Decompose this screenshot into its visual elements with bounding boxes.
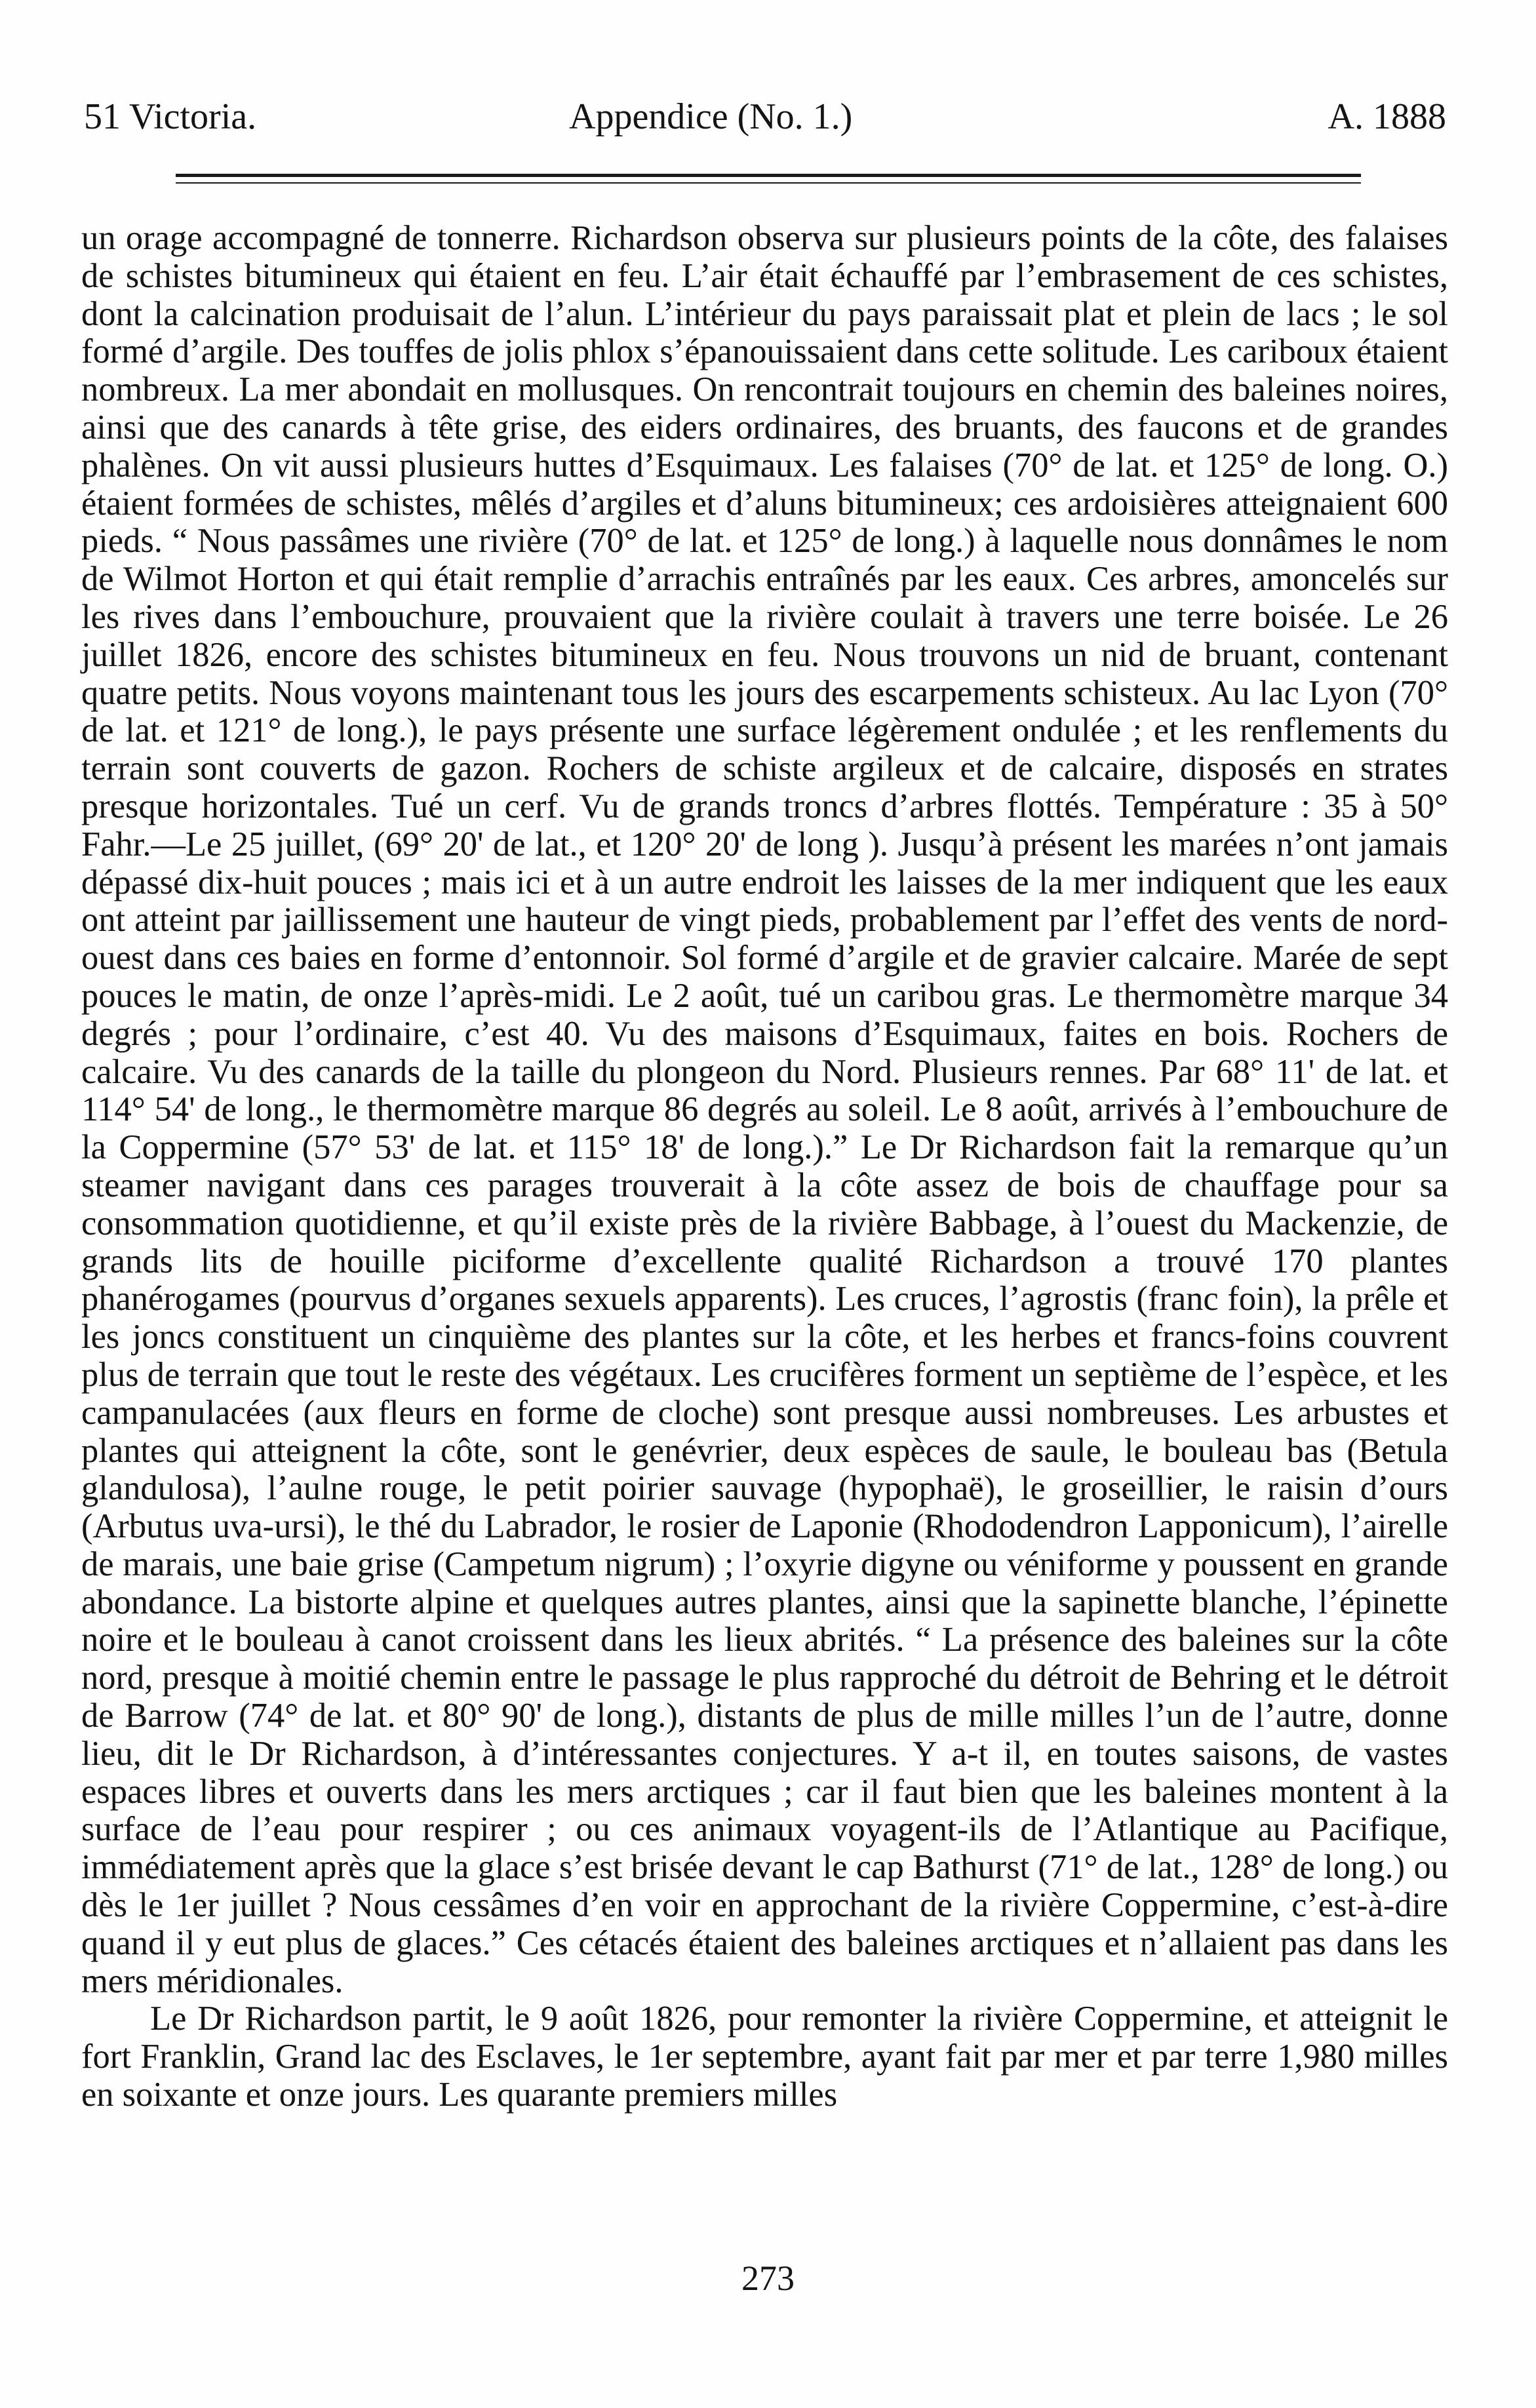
paragraph-1: un orage accompagné de tonnerre. Richardson observa sur plusieurs points de la côte, des falaises de schistes bitumineux qui étaient en feu. L’air était échauffé par l’embrasement de ces schistes, dont la calcination produisait de l’alun. L’intérieur du pays paraissait plat et plein de lacs ; le sol formé d’argile. Des touffes de jolis phlox s’épanouissaient dans cette solitude. Les cariboux étaient nombreux. La mer abondait en mollusques. On rencontrait toujours en chemin des baleines noires, ainsi que des canards à tête grise, des eiders ordinaires, des bruants, des faucons et de grandes phalènes. On vit aussi plusieurs huttes d’Esquimaux. Les falaises (70° de lat. et 125° de long. O.) étaient formées de schistes, mêlés d’argiles et d’aluns bitumineux; ces ardoisières atteignaient 600 pieds. “ Nous passâmes une rivière (70° de lat. et 125° de long.) à laquelle nous donnâmes le nom de Wilmot Horton et qui était remplie d’arrachis entraînés par les eaux. Ces arbres, amoncelés sur les rives dans l’embouchure, prouvaient que la rivière coulait à travers une terre boisée. Le 26 juillet 1826, encore des schistes bitumineux en feu. Nous trouvons un nid de bruant, contenant quatre petits. Nous voyons maintenant tous les jours des escarpements schisteux. Au lac Lyon (70° de lat. et 121° de long.), le pays présente une surface légèrement ondulée ; et les renflements du terrain sont couverts de gazon. Rochers de schiste argileux et de calcaire, disposés en strates presque horizontales. Tué un cerf. Vu de grands troncs d’arbres flottés. Température : 35 à 50° Fahr.—Le 25 juillet, (69° 20' de lat., et 120° 20' de long ). Jusqu’à présent les marées n’ont jamais dépassé dix-huit pouces ; mais ici et à un autre endroit les laisses de la mer indiquent que les eaux ont atteint par jaillissement une hauteur de vingt pieds, probablement par l’effet des vents de nord-ouest dans ces baies en forme d’entonnoir. Sol formé d’argile et de gravier calcaire. Marée de sept pouces le matin, de onze l’après-midi. Le 2 août, tué un caribou gras. Le thermomètre marque 34 degrés ; pour l’ordinaire, c’est 40. Vu des maisons d’Esquimaux, faites en bois. Rochers de calcaire. Vu des canards de la taille du plongeon du Nord. Plusieurs rennes. Par 68° 11' de lat. et 114° 54' de long., le thermomètre marque 86 degrés au soleil. Le 8 août, arrivés à l’embouchure de la Coppermine (57° 53' de lat. et 115° 18' de long.).” Le Dr Richardson fait la remarque qu’un steamer navigant dans ces parages trouverait à la côte assez de bois de chauffage pour sa consommation quotidienne, et qu’il existe près de la rivière Babbage, à l’ouest du Mackenzie, de grands lits de houille piciforme d’excellente qualité Richardson a trouvé 170 plantes phanérogames (pourvus d’organes sexuels apparents). Les cruces, l’agrostis (franc foin), la prêle et les joncs constituent un cinquième des plantes sur la côte, et les herbes et francs-foins couvrent plus de terrain que tout le reste des végétaux. Les crucifères forment un septième de l’espèce, et les campanulacées (aux fleurs en forme de cloche) sont presque aussi nombreuses. Les arbustes et plantes qui atteignent la côte, sont le genévrier, deux espèces de saule, le bouleau bas (Betula glandulosa), l’aulne rouge, le petit poirier sauvage (hypophaë), le groseillier, le raisin d’ours (Arbutus uva-ursi), le thé du Labrador, le rosier de Laponie (Rhododendron Lapponicum), l’airelle de marais, une baie grise (Campetum nigrum) ; l’oxyrie digyne ou véniforme y poussent en grande abondance. La bistorte alpine et quelques autres plantes, ainsi que la sapinette blanche, l’épinette noire et le bouleau à canot croissent dans les lieux abrités. “ La présence des baleines sur la côte nord, presque à moitié chemin entre le passage le plus rapproché du détroit de Behring et le détroit de Barrow (74° de lat. et 80° 90' de long.), distants de plus de mille milles l’un de l’autre, donne lieu, dit le Dr Richardson, à d’intéressantes conjectures. Y a-t il, en toutes saisons, de vastes espaces libres et ouverts dans les mers arctiques ; car il faut bien que les baleines montent à la surface de l’eau pour respirer ; ou ces animaux voyagent-ils de l’Atlantique au Pacifique, immédiatement après que la glace s’est brisée devant le cap Bathurst (71° de lat., 128° de long.) ou dès le 1er juillet ? Nous cessâmes d’en voir en approchant de la rivière Coppermine, c’est-à-dire quand il y eut plus de glaces.” Ces cétacés étaient des baleines arctiques et n’allaient pas dans les mers méridionales.: [81, 219, 1448, 2000]
header-rule-thin: [176, 182, 1361, 184]
paragraph-2: Le Dr Richardson partit, le 9 août 1826, pour remonter la rivière Coppermine, et atteignit le fort Franklin, Grand lac des Esclaves, le 1er septembre, ayant fait par mer et par terre 1,980 milles en soixante et onze jours. Les quarante premiers milles: [81, 2000, 1448, 2114]
appendix-label: Appendice (No. 1.): [569, 96, 853, 137]
running-header: [84, 90, 1446, 143]
header-rule-thick: [176, 174, 1361, 177]
body-text: [81, 220, 1448, 2114]
page-number: 273: [741, 2259, 795, 2298]
session-label: 51 Victoria.: [84, 96, 257, 137]
year-label: A. 1888: [1328, 96, 1446, 137]
